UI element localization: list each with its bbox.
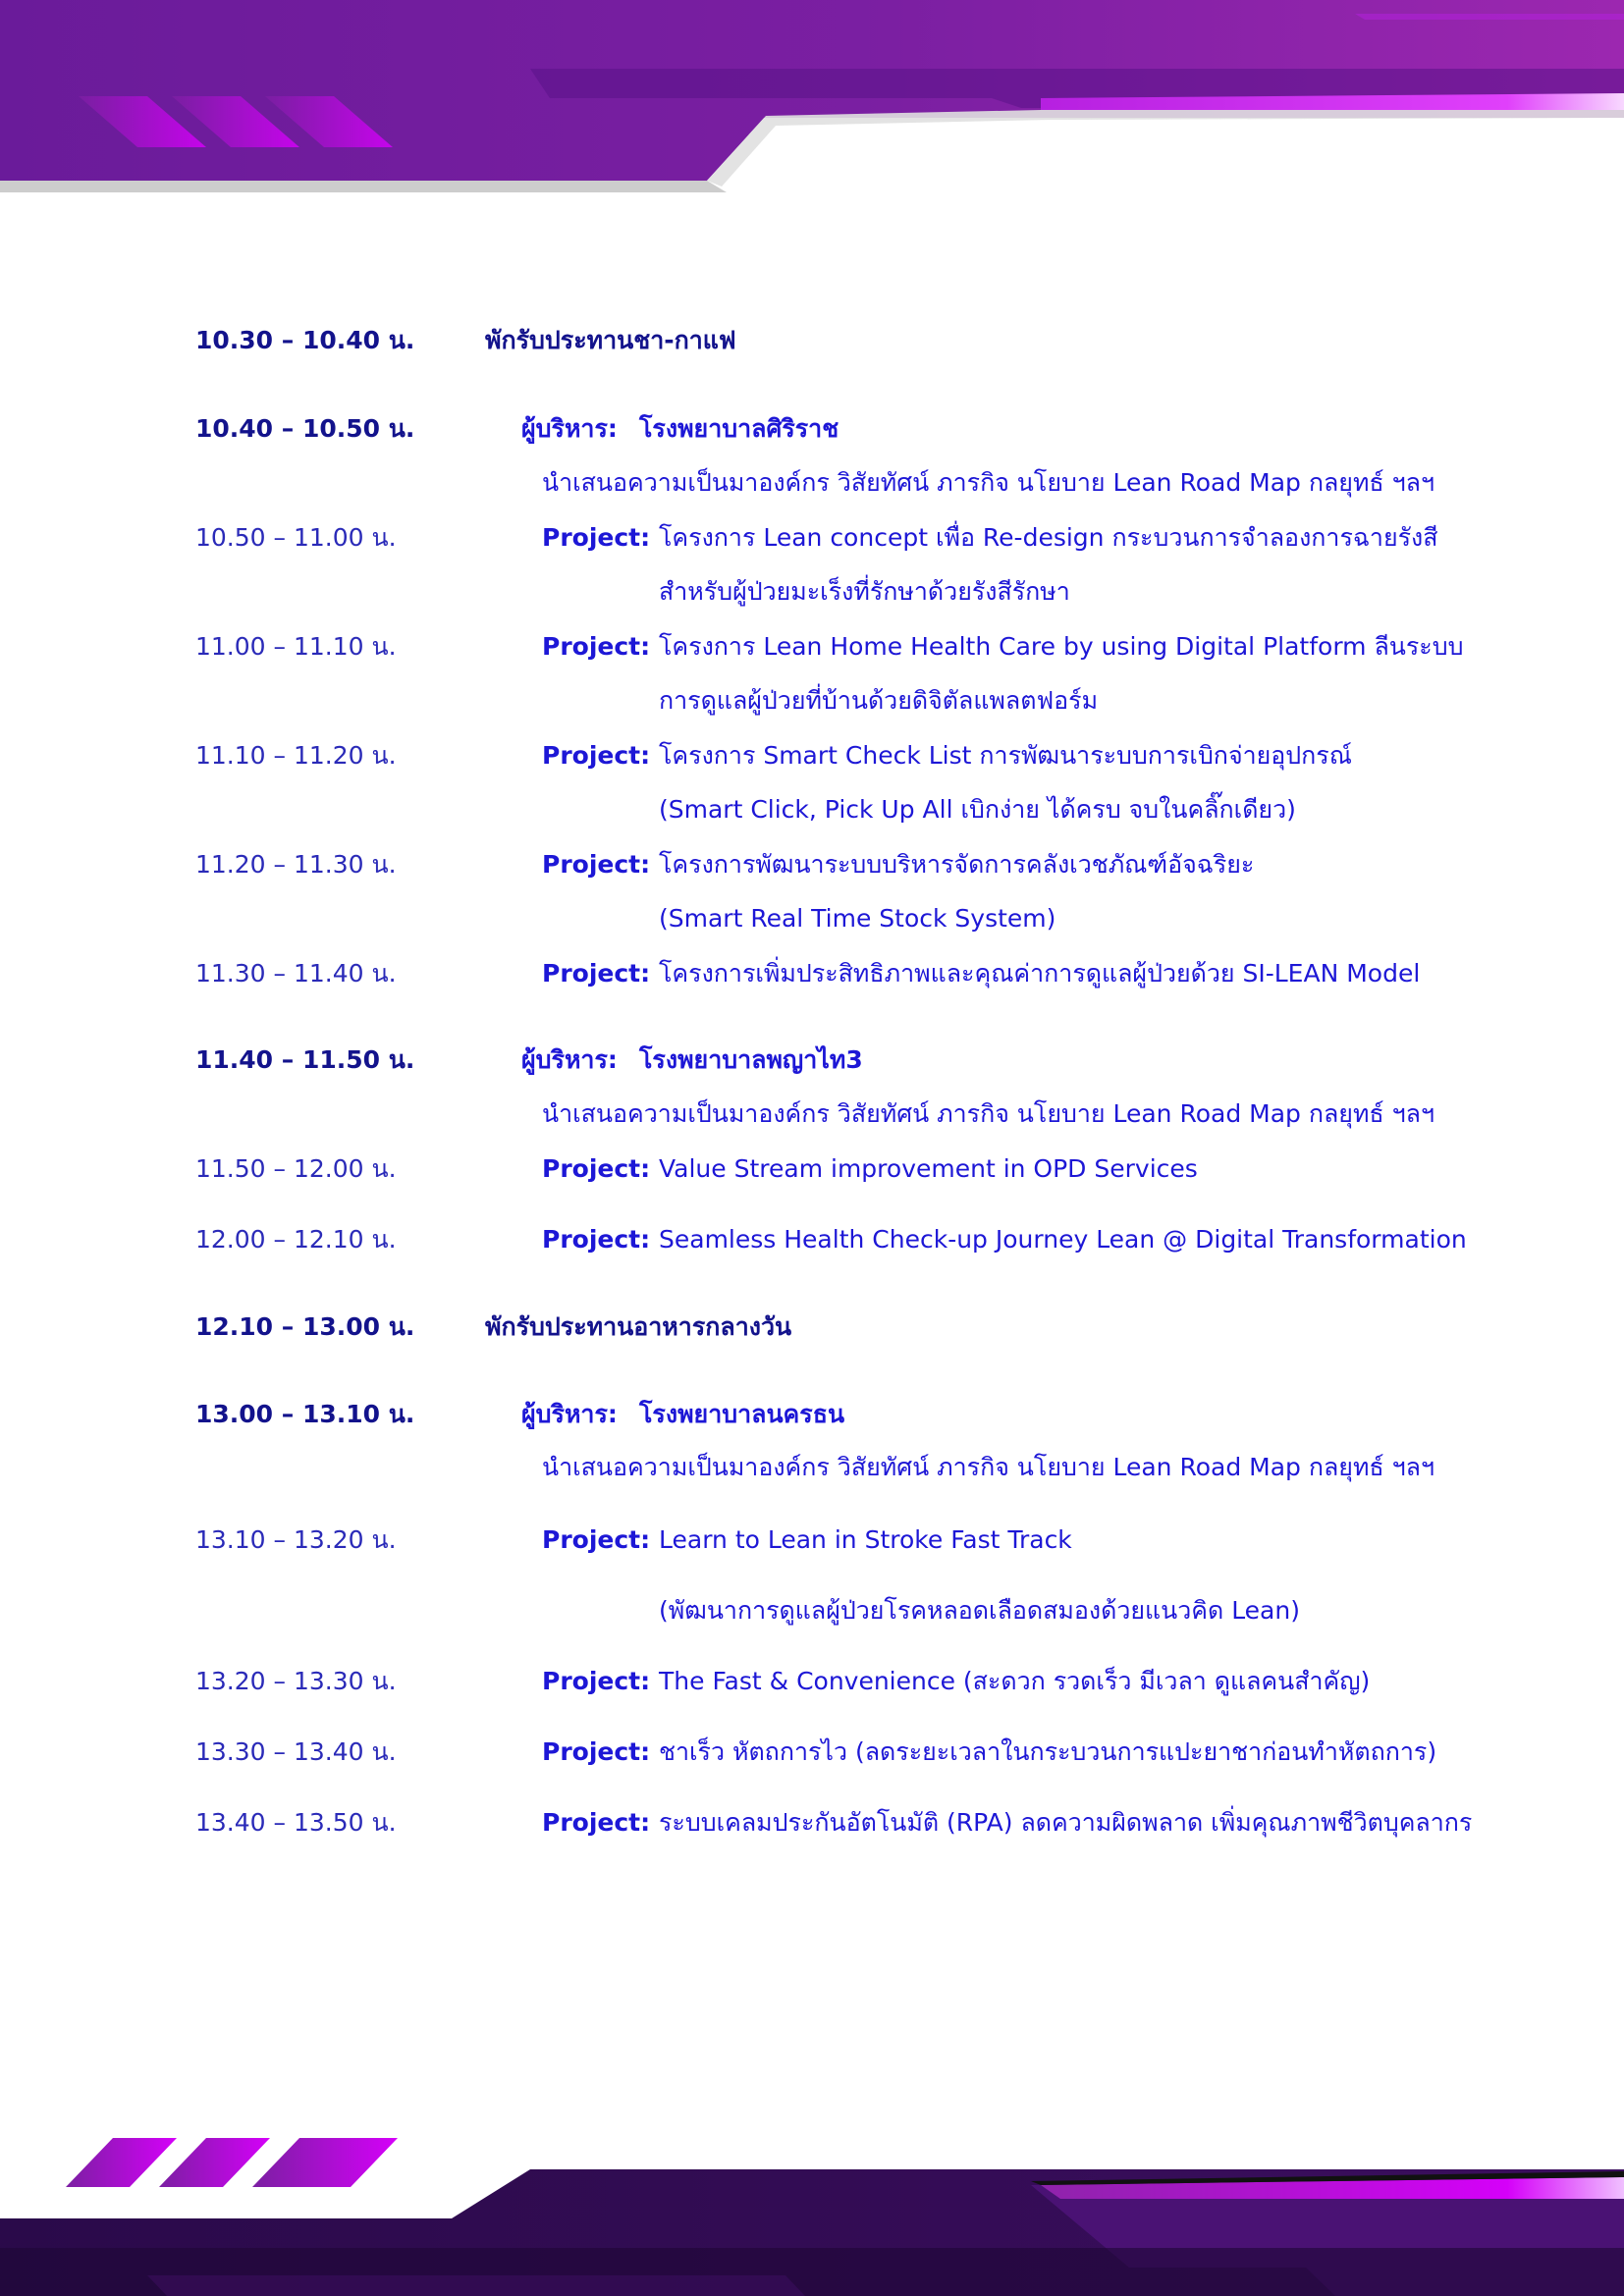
project-label: Project:: [542, 1154, 651, 1183]
project-title-continued: (Smart Click, Pick Up All เบิกง่าย ได้ครบ จบในคลิ๊กเดียว): [659, 795, 1296, 824]
project-label: Project:: [542, 632, 651, 661]
project-title: โครงการ Lean concept เพื่อ Re-design กระบวนการจำลองการฉายรังสี: [659, 523, 1438, 552]
time-slot: 11.50 – 12.00 น.: [195, 1154, 397, 1183]
project-title: ชาเร็ว หัตถการไว (ลดระยะเวลาในกระบวนการแปะยาชาก่อนทำหัตถการ): [659, 1737, 1437, 1766]
project-title: โครงการพัฒนาระบบบริหารจัดการคลังเวชภัณฑ์อัจฉริยะ: [659, 850, 1255, 879]
break-text: พักรับประทานชา-กาแฟ: [485, 326, 736, 354]
project-label: Project:: [542, 1737, 651, 1766]
time-slot: 10.50 – 11.00 น.: [195, 523, 397, 552]
time-slot: 10.40 – 10.50 น.: [195, 414, 415, 443]
project-title-continued: การดูแลผู้ป่วยที่บ้านด้วยดิจิตัลแพลตฟอร์ม: [659, 686, 1099, 715]
time-slot: 13.00 – 13.10 น.: [195, 1400, 415, 1428]
hospital-name: โรงพยาบาลศิริราช: [639, 414, 839, 443]
time-slot: 11.40 – 11.50 น.: [195, 1045, 415, 1074]
presentation-description: นำเสนอความเป็นมาองค์กร วิสัยทัศน์ ภารกิจ นโยบาย Lean Road Map กลยุทธ์ ฯลฯ: [542, 1099, 1435, 1128]
time-slot: 12.00 – 12.10 น.: [195, 1225, 397, 1254]
time-slot: 11.10 – 11.20 น.: [195, 741, 397, 770]
time-slot: 13.20 – 13.30 น.: [195, 1667, 397, 1695]
project-title: โครงการเพิ่มประสิทธิภาพและคุณค่าการดูแลผู้ป่วยด้วย SI-LEAN Model: [659, 959, 1421, 988]
executive-label: ผู้บริหาร:: [521, 1045, 618, 1074]
time-slot: 12.10 – 13.00 น.: [195, 1312, 415, 1341]
hospital-name: โรงพยาบาลนครธน: [639, 1400, 845, 1428]
time-slot: 13.10 – 13.20 น.: [195, 1525, 397, 1554]
project-title: ระบบเคลมประกันอัตโนมัติ (RPA) ลดความผิดพลาด เพิ่มคุณภาพชีวิตบุคลากร: [659, 1808, 1473, 1837]
project-label: Project:: [542, 1667, 651, 1695]
project-title: Seamless Health Check-up Journey Lean @ Digital Transformation: [659, 1225, 1467, 1254]
project-title: โครงการ Smart Check List การพัฒนาระบบการเบิกจ่ายอุปกรณ์: [659, 741, 1352, 770]
time-slot: 13.40 – 13.50 น.: [195, 1808, 397, 1837]
project-label: Project:: [542, 741, 651, 770]
executive-label: ผู้บริหาร:: [521, 1400, 618, 1428]
presentation-description: นำเสนอความเป็นมาองค์กร วิสัยทัศน์ ภารกิจ นโยบาย Lean Road Map กลยุทธ์ ฯลฯ: [542, 468, 1435, 497]
executive-label: ผู้บริหาร:: [521, 414, 618, 443]
break-text: พักรับประทานอาหารกลางวัน: [485, 1312, 792, 1341]
project-title: โครงการ Lean Home Health Care by using Digital Platform ลีนระบบ: [659, 632, 1464, 661]
time-slot: 13.30 – 13.40 น.: [195, 1737, 397, 1766]
presentation-description: นำเสนอความเป็นมาองค์กร วิสัยทัศน์ ภารกิจ นโยบาย Lean Road Map กลยุทธ์ ฯลฯ: [542, 1453, 1435, 1481]
project-label: Project:: [542, 1225, 651, 1254]
project-title: Learn to Lean in Stroke Fast Track: [659, 1525, 1072, 1554]
hospital-name: โรงพยาบาลพญาไท3: [639, 1045, 863, 1074]
time-slot: 11.00 – 11.10 น.: [195, 632, 397, 661]
project-title: The Fast & Convenience (สะดวก รวดเร็ว มีเวลา ดูแลคนสำคัญ): [659, 1667, 1371, 1695]
project-label: Project:: [542, 1808, 651, 1837]
project-label: Project:: [542, 850, 651, 879]
project-label: Project:: [542, 959, 651, 988]
project-label: Project:: [542, 523, 651, 552]
time-slot: 11.30 – 11.40 น.: [195, 959, 397, 988]
project-label: Project:: [542, 1525, 651, 1554]
project-title: Value Stream improvement in OPD Services: [659, 1154, 1198, 1183]
time-slot: 10.30 – 10.40 น.: [195, 326, 415, 354]
project-title-continued: (Smart Real Time Stock System): [659, 904, 1056, 933]
time-slot: 11.20 – 11.30 น.: [195, 850, 397, 879]
project-title-continued: (พัฒนาการดูแลผู้ป่วยโรคหลอดเลือดสมองด้วยแนวคิด Lean): [659, 1596, 1300, 1625]
project-title-continued: สำหรับผู้ป่วยมะเร็งที่รักษาด้วยรังสีรักษา: [659, 577, 1070, 606]
